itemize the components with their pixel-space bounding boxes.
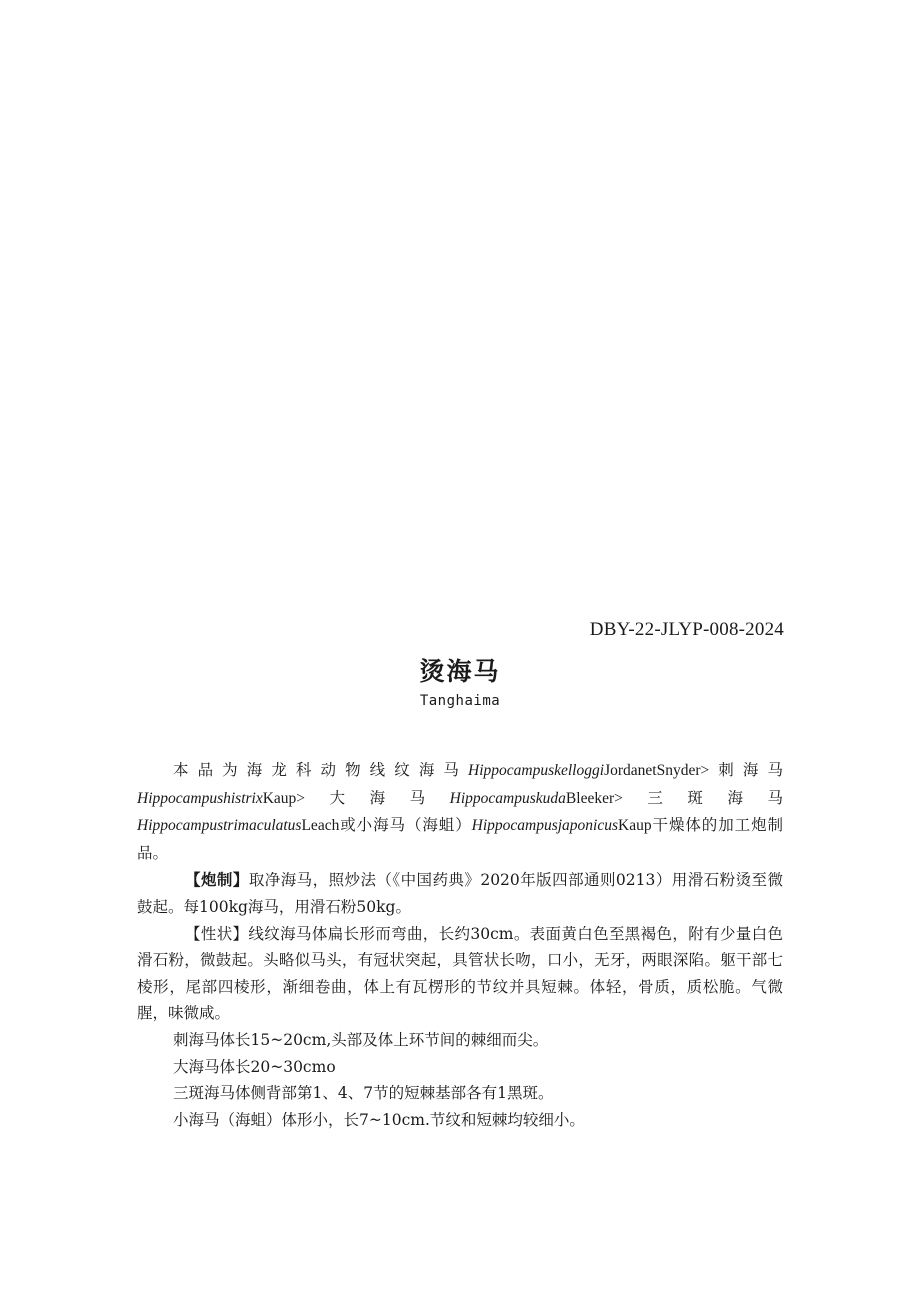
document-code: DBY-22-JLYP-008-2024 <box>589 619 784 640</box>
processing-paragraph: 【炮制】取净海马，照炒法（《中国药典》2020年版四部通则0213）用滑石粉烫至微鼓起。每100kg海马，用滑石粉50kg。 <box>137 870 783 916</box>
page-title: 烫海马 <box>419 657 501 686</box>
processing-label: 【炮制】 <box>185 870 249 890</box>
pinyin-subtitle: Tanghaima <box>419 693 501 709</box>
description-label: 【性状】 <box>185 924 249 943</box>
latin-name: Hippocampusjaponicus <box>471 817 619 835</box>
latin-name: Hippocampuskelloggi <box>468 762 605 779</box>
description-paragraph: 【性状】线纹海马体扁长形而弯曲，长约30cm。表面黄白色至黑褐色，附有少量白色滑石粉，微鼓起。头略似马头，有冠状突起，具管状长吻，口小，无牙，两眼深陷。躯干部七棱形，尾部四棱形，渐细卷曲，体上有瓦楞形的节纹并具短棘。体轻，骨质，质松脆。气微腥，味微咸。 <box>137 924 783 1023</box>
latin-name: Hippocampuskuda <box>449 789 566 807</box>
description-line: 三斑海马体侧背部第1、4、7节的短棘基部各有1黑斑。 <box>173 1084 554 1103</box>
latin-name: Hippocampustrimaculatus <box>137 817 302 835</box>
description-line: 大海马体长20~30cmo <box>173 1057 336 1076</box>
intro-paragraph: 本品为海龙科动物线纹海马HippocampuskelloggiJordanetSnyder>刺海马HippocampushistrixKaup>大海马HippocampuskudaBleeker>三斑海马HippocampustrimaculatusLeach或小海马（海蛆）HippocampusjaponicusKaup干燥体的加工炮制品。 <box>137 761 783 862</box>
latin-name: Hippocampushistrix <box>137 789 263 807</box>
description-line: 小海马（海蛆）体形小，长7~10cm.节纹和短棘均较细小。 <box>173 1110 585 1129</box>
document-body <box>137 757 783 1133</box>
description-line: 刺海马体长15~20cm,头部及体上环节间的棘细而尖。 <box>173 1030 549 1049</box>
